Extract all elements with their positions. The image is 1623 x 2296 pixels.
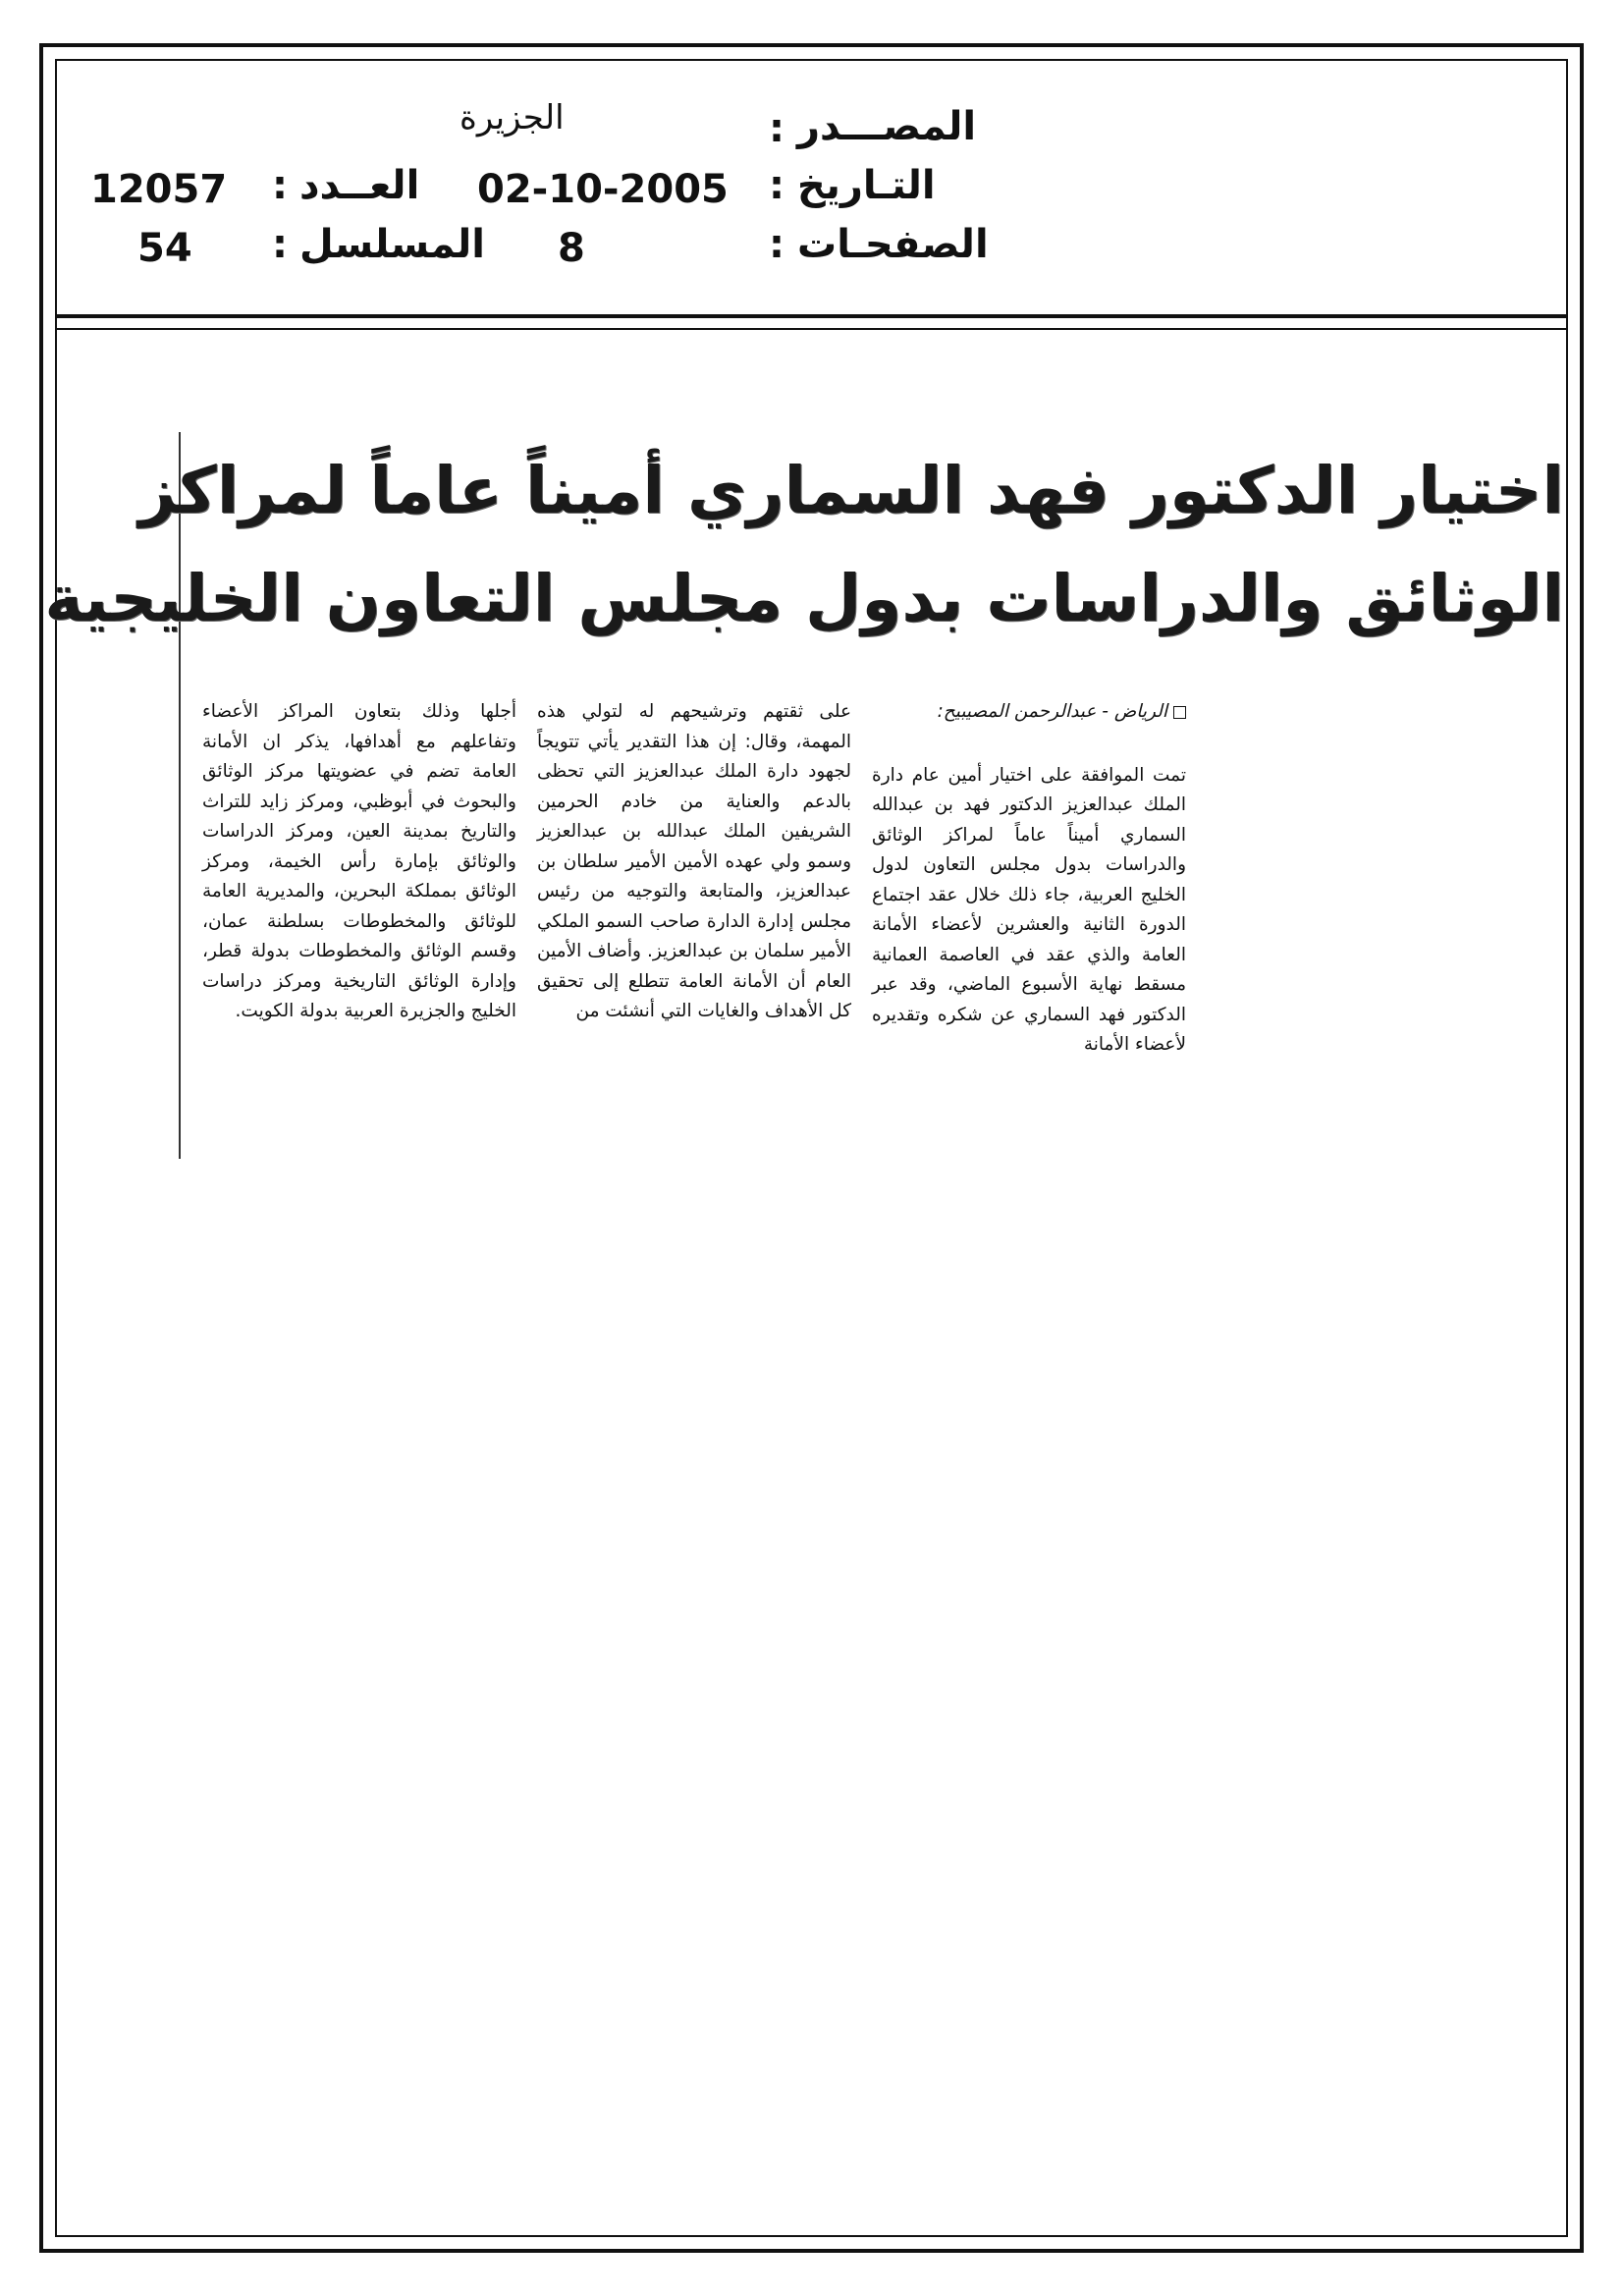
serial-colon: : — [272, 222, 288, 267]
byline-text: الرياض - عبدالرحمن المصيبيح: — [937, 701, 1167, 722]
source-label: المصـــدر — [797, 104, 977, 149]
serial-label: المسلسل — [299, 222, 485, 267]
pages-value: 8 — [558, 226, 585, 271]
headline-line-1: اختيار الدكتور فهد السماري أميناً عاماً لمراكز — [138, 453, 1564, 528]
serial-value: 54 — [137, 226, 192, 271]
byline — [872, 697, 1186, 728]
issue-colon: : — [272, 163, 288, 208]
header-divider — [55, 314, 1568, 318]
date-label: التـاريخ — [797, 163, 936, 208]
headline-line-2: الوثائق والدراسات بدول مجلس التعاون الخليجية — [44, 561, 1564, 636]
issue-label: العــدد — [299, 163, 420, 208]
article-column-3 — [202, 697, 516, 1027]
column-3-text: أجلها وذلك بتعاون المراكز الأعضاء وتفاعلهم مع أهدافها، يذكر ان الأمانة العامة تضم في عضويتها مركز الوثائق والبحوث في أبوظبي، ومركز زايد للتراث والتاريخ بمدينة العين، ومركز الدراسات والوثائق بإمارة رأس الخيمة، ومركز الوثائق بمملكة البحرين، والمديرية العامة للوثائق والمخطوطات بسلطنة عمان، وقسم الوثائق والمخطوطات بدولة قطر، وإدارة الوثائق التاريخية ومركز دراسات الخليج والجزيرة العربية بدولة الكويت. — [202, 701, 516, 1021]
pages-label: الصفحـات — [797, 222, 989, 267]
date-colon: : — [769, 163, 784, 208]
pages-colon: : — [769, 222, 784, 267]
column-2-text: على ثقتهم وترشيحهم له لتولي هذه المهمة، وقال: إن هذا التقدير يأتي تتويجاً لجهود دارة الملك عبدالعزيز التي تحظى بالدعم والعناية من خادم الحرمين الشريفين الملك عبدالله بن عبدالعزيز وسمو ولي عهده الأمين الأمير سلطان بن عبدالعزيز، والمتابعة والتوجيه من رئيس مجلس إدارة الدارة صاحب السمو الملكي الأمير سلمان بن عبدالعزيز. وأضاف الأمين العام أن الأمانة العامة تتطلع إلى تحقيق كل الأهداف والغايات التي أنشئت من — [537, 701, 851, 1021]
header-divider-thin — [55, 328, 1568, 330]
source-value: الجزيرة — [460, 98, 565, 137]
article-column-2 — [537, 697, 851, 1027]
column-1-text: تمت الموافقة على اختيار أمين عام دارة الملك عبدالعزيز الدكتور فهد بن عبدالله السماري أميناً عاماً لمراكز الوثائق والدراسات بدول مجلس التعاون لدول الخليج العربية، جاء ذلك خلال عقد اجتماع الدورة الثانية والعشرين لأعضاء الأمانة العامة والذي عقد في العاصمة العمانية مسقط نهاية الأسبوع الماضي، وقد عبر الدكتور فهد السماري عن شكره وتقديره لأعضاء الأمانة — [872, 764, 1186, 1055]
issue-value: 12057 — [90, 167, 228, 212]
square-bullet-icon — [1173, 706, 1186, 719]
page-frame-inner — [44, 59, 1568, 2237]
article-headline — [44, 437, 1564, 653]
source-colon: : — [769, 106, 784, 151]
date-value: 02-10-2005 — [477, 167, 729, 212]
article-column-1 — [872, 697, 1186, 1061]
